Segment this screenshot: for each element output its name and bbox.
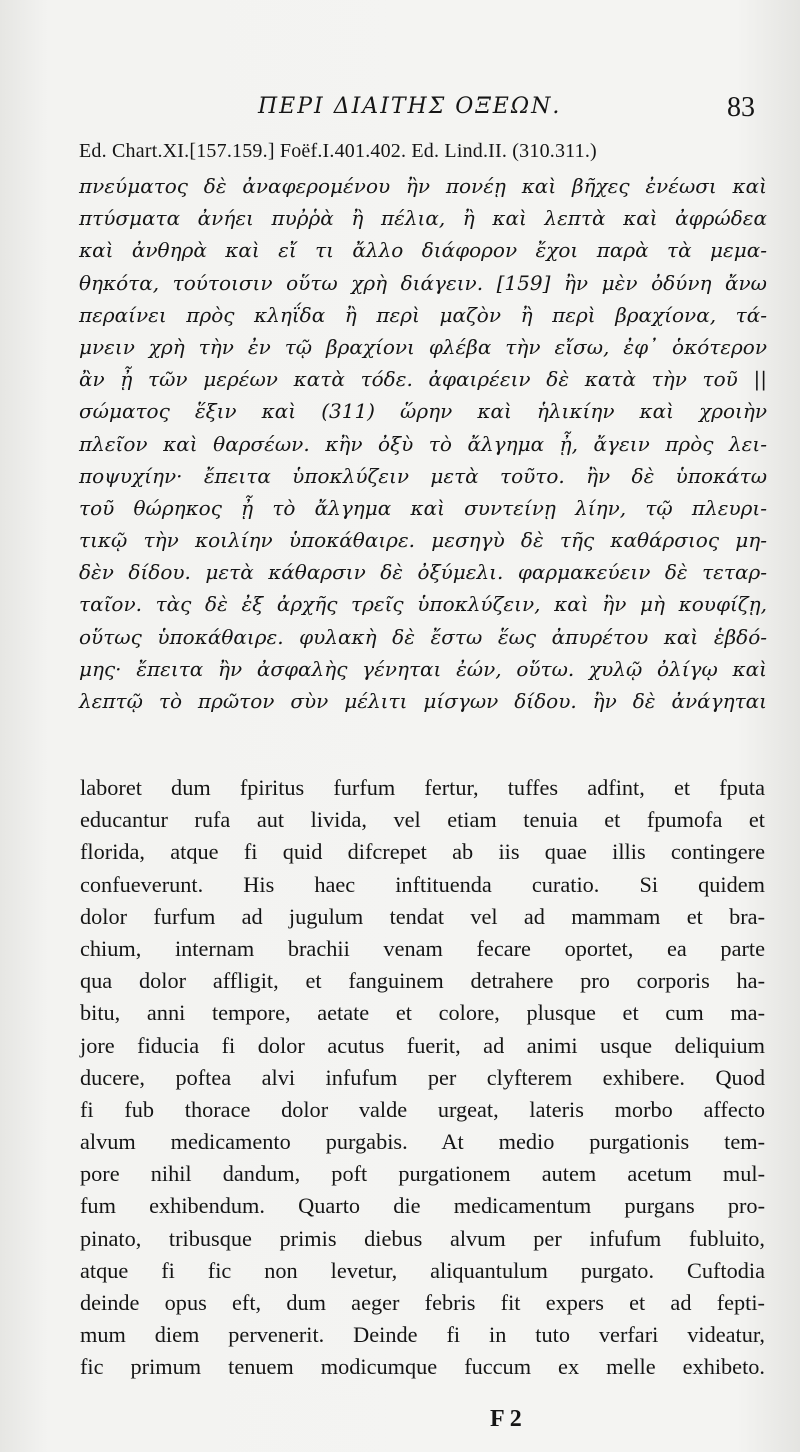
greek-text-line: οὕτως ὑποκάθαιρε. φυλακὴ δὲ ἔστω ἕως ἀπυρέτου καὶ ἑβδό-	[79, 624, 767, 649]
greek-text-line: σώματος ἕξιν καὶ (311) ὥρην καὶ ἡλικίην καὶ χροιὴν	[79, 399, 767, 424]
greek-text-line: πνεύματος δὲ ἀναφερομένου ἢν πονέῃ καὶ βῆχες ἐνέωσι καὶ	[79, 174, 767, 198]
greek-text-line: ποψυχίην· ἔπειτα ὑποκλύζειν μετὰ τοῦτο. ἢν δὲ ὑποκάτω	[79, 463, 767, 488]
running-head	[0, 92, 800, 132]
latin-text-line: fic primum tenuem modicumque fuccum ex melle exhibeto.	[80, 1354, 765, 1380]
latin-text-line: fum exhibendum. Quarto die medicamentum purgans pro-	[80, 1193, 765, 1219]
latin-text-line: alvum medicamento purgabis. At medio purgationis tem-	[80, 1129, 765, 1155]
latin-text-line: dolor furfum ad jugulum tendat vel ad mammam et bra-	[80, 903, 765, 929]
greek-text-line: μνειν χρὴ τὴν ἐν τῷ βραχίονι φλέβα τὴν εἴσω, ἐφ᾽ ὁκότερον	[79, 334, 767, 359]
latin-text-line: fi fub thorace dolor valde urgeat, lateris morbo affecto	[80, 1096, 765, 1122]
latin-text-line: laboret dum fpiritus furfum fertur, tuffes adfint, et fputa	[80, 775, 765, 800]
latin-text-block	[80, 772, 765, 1384]
greek-text-line: ταῖον. τὰς δὲ ἐξ ἀρχῆς τρεῖς ὑποκλύζειν, καὶ ἢν μὴ κουφίζῃ,	[79, 592, 767, 617]
greek-text-block	[79, 170, 767, 717]
greek-text-line: λεπτῷ τὸ πρῶτον σὺν μέλιτι μίσγων δίδου. ἢν δὲ ἀνάγηται	[79, 689, 767, 713]
greek-text-line: περαίνει πρὸς κληΐδα ἢ περὶ μαζὸν ἢ περὶ βραχίονα, τά-	[79, 302, 767, 327]
signature-mark: F 2	[490, 1406, 522, 1432]
greek-text-line: ἂν ᾖ τῶν μερέων κατὰ τόδε. ἀφαιρέειν δὲ κατὰ τὴν τοῦ ||	[79, 367, 767, 392]
latin-text-line: atque fi fic non levetur, aliquantulum purgato. Cuftodia	[80, 1257, 765, 1283]
latin-text-line: deinde opus eft, dum aeger febris fit expers et ad fepti-	[80, 1290, 765, 1315]
latin-text-line: educantur rufa aut livida, vel etiam tenuia et fpumofa et	[80, 807, 765, 833]
greek-text-line: μης· ἔπειτα ἢν ἀσφαλὴς γένηται ἐών, οὕτω. χυλῷ ὀλίγῳ καὶ	[79, 656, 767, 681]
latin-text-line: mum diem pervenerit. Deinde fi in tuto verfari videatur,	[80, 1322, 765, 1348]
latin-text-line: chium, internam brachii venam fecare oportet, ea parte	[80, 935, 765, 961]
greek-text-line: πτύσματα ἀνήει πυῤῥὰ ἢ πέλια, ἢ καὶ λεπτὰ καὶ ἀφρώδεα	[79, 206, 767, 231]
latin-text-line: ducere, poftea alvi infufum per clyfterem exhibere. Quod	[80, 1064, 765, 1090]
edition-references: Ed. Chart.XI.[157.159.] Foëf.I.401.402. Ed. Lind.II. (310.311.)	[79, 140, 597, 162]
latin-text-line: qua dolor affligit, et fanguinem detrahere pro corporis ha-	[80, 968, 765, 994]
greek-text-line: τοῦ θώρηκος ᾖ τὸ ἄλγημα καὶ συντείνῃ λίην, τῷ πλευρι-	[79, 495, 767, 520]
greek-text-line: πλεῖον καὶ θαρσέων. κἢν ὀξὺ τὸ ἄλγημα ᾖ, ἄγειν πρὸς λει-	[79, 431, 767, 456]
latin-text-line: confueverunt. His haec inftituenda curatio. Si quidem	[80, 871, 765, 897]
latin-text-line: bitu, anni tempore, aetate et colore, plusque et cum ma-	[80, 1000, 765, 1026]
latin-text-line: florida, atque fi quid difcrepet ab iis quae illis contingere	[80, 839, 765, 865]
greek-text-line: τικῷ τὴν κοιλίην ὑποκάθαιρε. μεσηγὺ δὲ τῆς καθάρσιος μη-	[79, 528, 767, 553]
running-title: ΠΕΡΙ ΔΙΑΙΤΗΣ ΟΞΕΩΝ.	[258, 94, 562, 119]
latin-text-line: pinato, tribusque primis diebus alvum per infufum fubluito,	[80, 1225, 765, 1251]
page-number: 83	[727, 92, 755, 123]
greek-text-line: δὲν δίδου. μετὰ κάθαρσιν δὲ ὀξύμελι. φαρμακεύειν δὲ τεταρ-	[79, 560, 767, 585]
greek-text-line: καὶ ἀνθηρὰ καὶ εἴ τι ἄλλο διάφορον ἔχοι παρὰ τὰ μεμα-	[79, 238, 767, 263]
greek-text-line: θηκότα, τούτοισιν οὕτω χρὴ διάγειν. [159] ἢν μὲν ὀδύνη ἄνω	[79, 270, 767, 295]
latin-text-line: pore nihil dandum, poft purgationem autem acetum mul-	[80, 1161, 765, 1187]
latin-text-line: jore fiducia fi dolor acutus fuerit, ad animi usque deliquium	[80, 1032, 765, 1058]
